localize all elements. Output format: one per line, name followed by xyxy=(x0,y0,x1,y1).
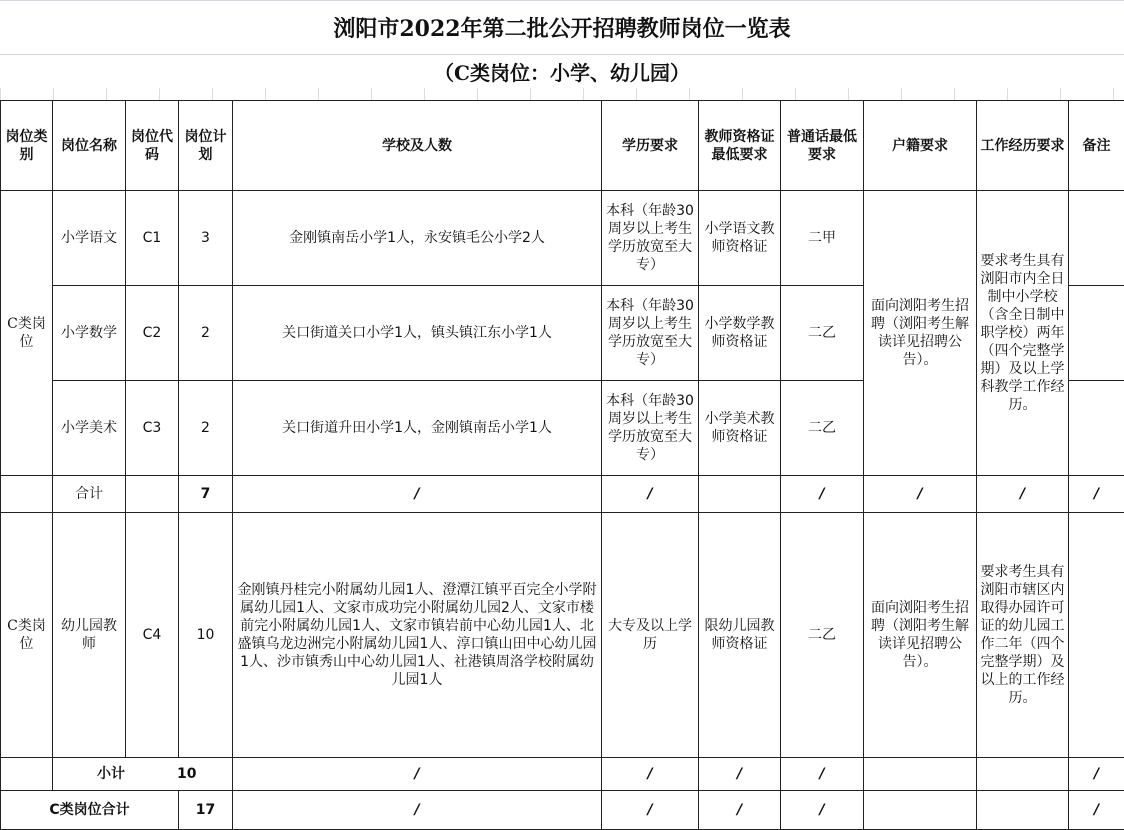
grand-total-label: C类岗位合计 xyxy=(1,791,179,830)
certificate-cell: 小学数学教师资格证 xyxy=(699,286,781,381)
header-position-name: 岗位名称 xyxy=(53,101,126,191)
header-category: 岗位类别 xyxy=(1,101,53,191)
slash-cell: / xyxy=(781,758,864,791)
mandarin-cell: 二甲 xyxy=(781,191,864,286)
header-education: 学历要求 xyxy=(602,101,699,191)
empty-cell xyxy=(864,791,977,830)
position-code-cell: C4 xyxy=(126,513,179,758)
education-cell: 本科（年龄30周岁以上考生学历放宽至大专） xyxy=(602,286,699,381)
schools-cell: 金刚镇丹桂完小附属幼儿园1人、澄潭江镇平百完全小学附属幼儿园1人、文家市成功完小附属幼儿园2人、文家市楼前完小附属幼儿园1人、文家市镇岩前中心幼儿园1人、北盛镇乌龙边洲完小附属幼儿园1人、淳口镇山田中心幼儿园1人、沙市镇秀山中心幼儿园1人、社港镇周洛学校附属幼儿园1人 xyxy=(233,513,602,758)
slash-cell: / xyxy=(699,791,781,830)
header-household: 户籍要求 xyxy=(864,101,977,191)
slash-cell: / xyxy=(602,791,699,830)
empty-cell xyxy=(1,758,53,791)
household-cell: 面向浏阳考生招聘（浏阳考生解读详见招聘公告）。 xyxy=(864,191,977,476)
certificate-cell: 小学美术教师资格证 xyxy=(699,381,781,476)
empty-cell xyxy=(1,476,53,513)
position-name-cell: 幼儿园教师 xyxy=(53,513,126,758)
slash-cell: / xyxy=(233,791,602,830)
header-row xyxy=(1,101,1124,191)
table-row xyxy=(1,513,1124,758)
slash-cell: / xyxy=(233,476,602,513)
slash-cell: / xyxy=(977,476,1069,513)
positions-table xyxy=(0,100,1124,830)
subtotal-plan: 10 xyxy=(177,766,196,782)
position-code-cell: C1 xyxy=(126,191,179,286)
education-cell: 大专及以上学历 xyxy=(602,513,699,758)
mandarin-cell: 二乙 xyxy=(781,381,864,476)
plan-cell: 3 xyxy=(179,191,233,286)
grid-line xyxy=(0,54,1124,55)
subtotal-row xyxy=(1,758,1124,791)
header-remarks: 备注 xyxy=(1069,101,1124,191)
grid-line xyxy=(0,0,1124,1)
position-name-cell: 小学语文 xyxy=(53,191,126,286)
header-schools: 学校及人数 xyxy=(233,101,602,191)
plan-cell: 10 xyxy=(179,513,233,758)
plan-cell: 2 xyxy=(179,381,233,476)
position-code-cell: C2 xyxy=(126,286,179,381)
education-cell: 本科（年龄30周岁以上考生学历放宽至大专） xyxy=(602,191,699,286)
slash-cell: / xyxy=(781,791,864,830)
remarks-cell xyxy=(1069,513,1124,758)
schools-cell: 关口街道关口小学1人，镇头镇江东小学1人 xyxy=(233,286,602,381)
page-subtitle: （C类岗位：小学、幼儿园） xyxy=(0,60,1124,86)
category-cell: C类岗位 xyxy=(1,513,53,758)
household-cell: 面向浏阳考生招聘（浏阳考生解读详见招聘公告）。 xyxy=(864,513,977,758)
empty-cell xyxy=(864,758,977,791)
grand-total-plan: 17 xyxy=(179,791,233,830)
empty-cell xyxy=(977,791,1069,830)
empty-cell xyxy=(977,758,1069,791)
total-label: 合计 xyxy=(53,476,126,513)
certificate-cell: 小学语文教师资格证 xyxy=(699,191,781,286)
header-plan: 岗位计划 xyxy=(179,101,233,191)
grand-total-row xyxy=(1,791,1124,830)
slash-cell: / xyxy=(602,476,699,513)
remarks-cell xyxy=(1069,286,1124,381)
remarks-cell xyxy=(1069,381,1124,476)
slash-cell: / xyxy=(1069,758,1124,791)
slash-cell: / xyxy=(864,476,977,513)
header-position-code: 岗位代码 xyxy=(126,101,179,191)
category-cell: C类岗位 xyxy=(1,191,53,476)
slash-cell: / xyxy=(781,476,864,513)
total-row xyxy=(1,476,1124,513)
education-cell: 本科（年龄30周岁以上考生学历放宽至大专） xyxy=(602,381,699,476)
experience-cell: 要求考生具有浏阳市内全日制中小学校（含全日制中职学校）两年（四个完整学期）及以上学科教学工作经历。 xyxy=(977,191,1069,476)
mandarin-cell: 二乙 xyxy=(781,286,864,381)
remarks-cell xyxy=(1069,191,1124,286)
empty-cell xyxy=(126,476,179,513)
slash-cell: / xyxy=(699,758,781,791)
slash-cell: / xyxy=(1069,476,1124,513)
header-mandarin: 普通话最低要求 xyxy=(781,101,864,191)
mandarin-cell: 二乙 xyxy=(781,513,864,758)
page-title: 浏阳市2022年第二批公开招聘教师岗位一览表 xyxy=(0,12,1124,46)
position-name-cell: 小学数学 xyxy=(53,286,126,381)
slash-cell: / xyxy=(602,758,699,791)
empty-cell xyxy=(699,476,781,513)
experience-cell: 要求考生具有浏阳市辖区内取得办园许可证的幼儿园工作二年（四个完整学期）及以上的工作经历。 xyxy=(977,513,1069,758)
subtotal-label: 小计 10 xyxy=(53,758,233,791)
total-plan: 7 xyxy=(179,476,233,513)
position-code-cell: C3 xyxy=(126,381,179,476)
slash-cell: / xyxy=(233,758,602,791)
header-certificate: 教师资格证最低要求 xyxy=(699,101,781,191)
position-name-cell: 小学美术 xyxy=(53,381,126,476)
slash-cell: / xyxy=(1069,791,1124,830)
empty-row xyxy=(0,88,1124,100)
certificate-cell: 限幼儿园教师资格证 xyxy=(699,513,781,758)
plan-cell: 2 xyxy=(179,286,233,381)
header-experience: 工作经历要求 xyxy=(977,101,1069,191)
schools-cell: 关口街道升田小学1人，金刚镇南岳小学1人 xyxy=(233,381,602,476)
table-row xyxy=(1,191,1124,286)
schools-cell: 金刚镇南岳小学1人，永安镇毛公小学2人 xyxy=(233,191,602,286)
